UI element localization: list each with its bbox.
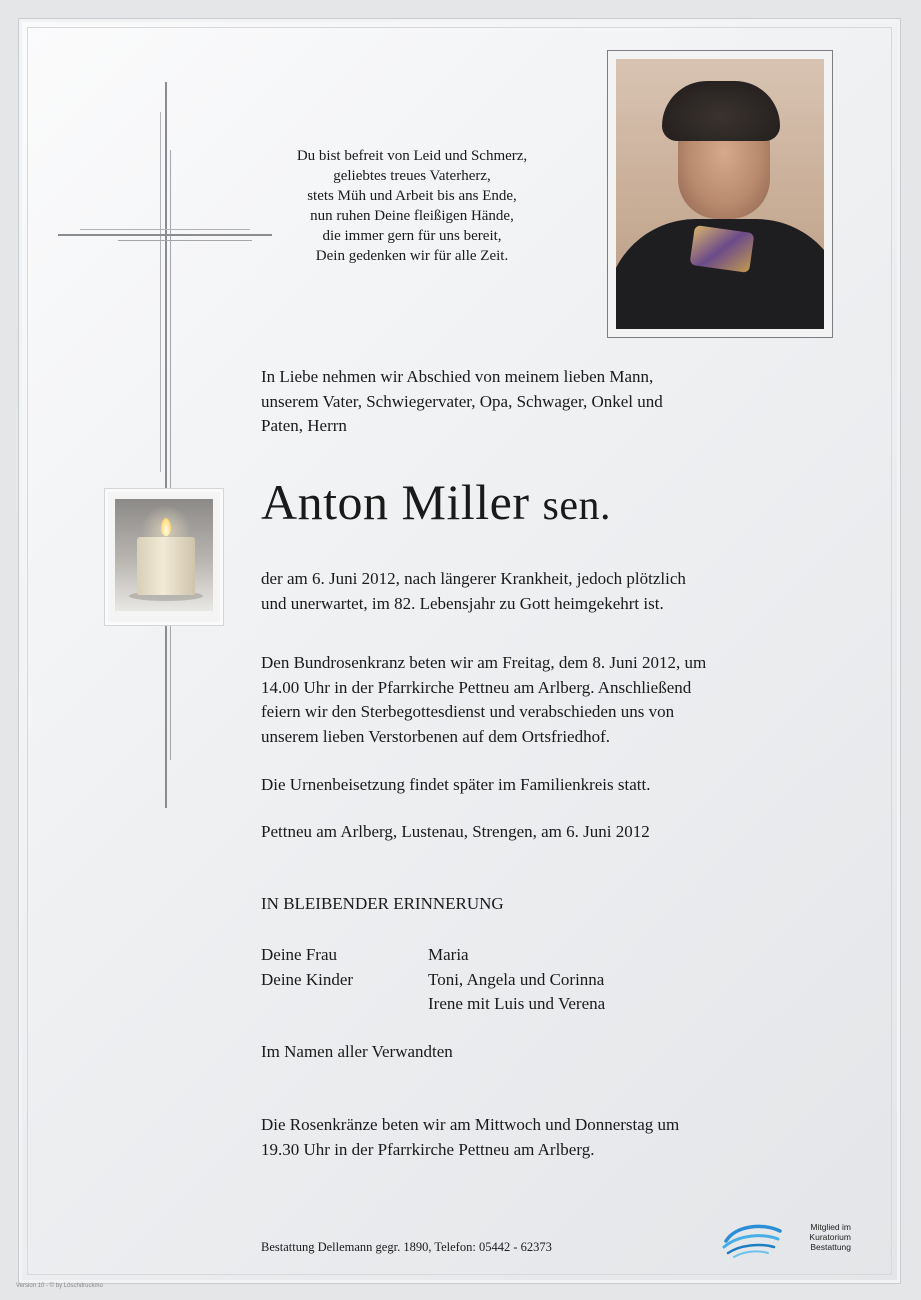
kuratorium-logo-icon (720, 1219, 784, 1259)
family-row (261, 992, 605, 1017)
poem-line: die immer gern für uns bereit, (322, 228, 502, 244)
ceremony-line: 14.00 Uhr in der Pfarrkirche Pettneu am Arlberg. Anschließend (261, 677, 692, 697)
urn-text: Die Urnenbeisetzung findet später im Familienkreis statt. (261, 775, 651, 794)
intro-line: Paten, Herrn (261, 416, 347, 435)
candle-card (104, 488, 224, 626)
kuratorium-line: Kuratorium Bestattung (809, 1232, 851, 1252)
candle-icon (115, 499, 213, 611)
poem-line: geliebtes treues Vaterherz, (333, 168, 491, 184)
place-date: Pettneu am Arlberg, Lustenau, Strengen, am 6. Juni 2012 (261, 822, 650, 841)
deceased-name-suffix: sen. (542, 483, 611, 529)
ceremony-text (261, 651, 706, 749)
family-role: Deine Kinder (261, 969, 354, 989)
version-note: Version 10 - © by Löschdruckmo (16, 1283, 103, 1289)
relatives-text: Im Namen aller Verwandten (261, 1042, 453, 1061)
ceremony-line: Den Bundrosenkranz beten wir am Freitag, dem 8. Juni 2012, um (261, 653, 707, 672)
death-notice-line: und unerwartet, im 82. Lebensjahr zu Gott heimgekehrt ist. (261, 593, 664, 613)
family-role (261, 992, 428, 1017)
family-list (261, 943, 605, 1017)
poem-line: nun ruhen Deine fleißigen Hände, (310, 208, 514, 224)
portrait-frame (607, 50, 833, 338)
family-names: Irene mit Luis und Verena (428, 994, 606, 1013)
poem-line: Du bist befreit von Leid und Schmerz, (296, 148, 528, 164)
rosary-text (261, 1113, 679, 1162)
ceremony-line: unserem lieben Verstorbenen auf dem Ortsfriedhof. (261, 726, 611, 746)
memory-heading: IN BLEIBENDER ERINNERUNG (261, 894, 504, 913)
intro-text (261, 365, 663, 439)
deceased-name (261, 472, 611, 536)
poem (262, 146, 562, 266)
family-names: Maria (428, 945, 469, 964)
death-notice-line: der am 6. Juni 2012, nach längerer Krankheit, jedoch plötzlich (261, 569, 686, 588)
death-notice (261, 567, 686, 616)
poem-line: Dein gedenken wir für alle Zeit. (315, 248, 509, 264)
deceased-name-main: Anton Miller (261, 474, 530, 530)
undertaker-footer: Bestattung Dellemann gegr. 1890, Telefon: 05442 - 62373 (261, 1240, 552, 1254)
intro-line: In Liebe nehmen wir Abschied von meinem lieben Mann, (261, 367, 654, 386)
rosary-line: Die Rosenkränze beten wir am Mittwoch und Donnerstag um (261, 1115, 680, 1134)
poem-line: stets Müh und Arbeit bis ans Ende, (307, 188, 517, 204)
family-row (261, 943, 605, 968)
portrait-photo (616, 59, 824, 329)
ceremony-line: feiern wir den Sterbegottesdienst und verabschieden uns von (261, 702, 675, 721)
family-row (261, 968, 605, 993)
rosary-line: 19.30 Uhr in der Pfarrkirche Pettneu am Arlberg. (261, 1139, 595, 1159)
family-role: Deine Frau (261, 945, 338, 964)
family-names: Toni, Angela und Corinna (428, 969, 605, 989)
kuratorium-line: Mitglied im (810, 1222, 851, 1232)
kuratorium-label (781, 1222, 851, 1252)
intro-line: unserem Vater, Schwiegervater, Opa, Schwager, Onkel und (261, 391, 663, 411)
